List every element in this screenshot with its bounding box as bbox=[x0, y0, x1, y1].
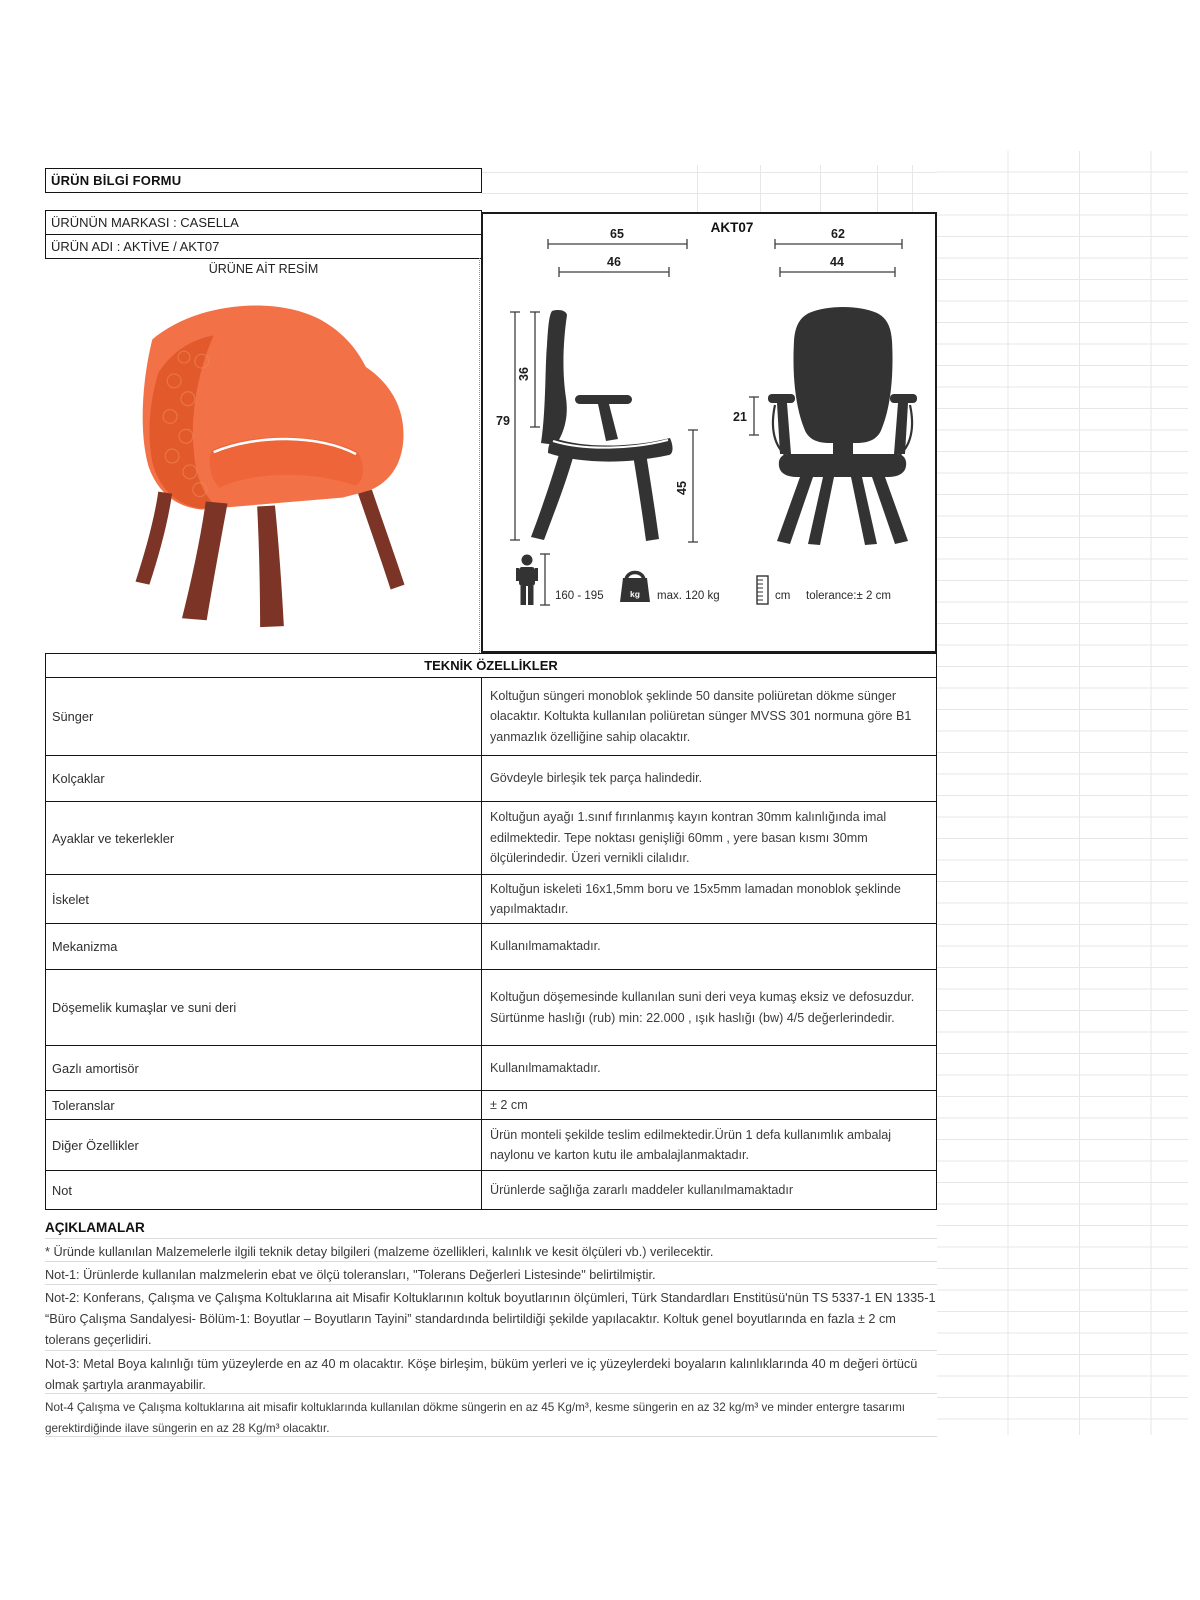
spec-label: Kolçaklar bbox=[46, 756, 482, 801]
max-weight-icon bbox=[620, 573, 650, 603]
table-row bbox=[46, 755, 936, 801]
product-photo bbox=[63, 282, 479, 642]
dim-height-arm: 21 bbox=[733, 410, 747, 424]
table-row bbox=[46, 1170, 936, 1209]
spec-value: ± 2 cm bbox=[490, 1097, 528, 1112]
spec-label: Sünger bbox=[46, 678, 482, 755]
dimension-lines-vertical bbox=[496, 312, 759, 542]
leg-front-left bbox=[182, 502, 227, 621]
column-divider-dotted bbox=[479, 258, 480, 653]
leg-front-right bbox=[257, 505, 284, 627]
gridline bbox=[912, 165, 913, 212]
gridline bbox=[760, 165, 761, 212]
note-item: * Üründe kullanılan Malzemelerle ilgili teknik detay bilgileri (malzeme özellikleri, kalınlık ve kesit ölçüleri vb.) verilecektir. bbox=[45, 1245, 714, 1259]
gridline bbox=[820, 165, 821, 212]
gridline bbox=[482, 193, 937, 194]
row-divider bbox=[45, 1436, 937, 1437]
spec-label: Ayaklar ve tekerlekler bbox=[46, 802, 482, 874]
chair-side-view-silhouette bbox=[531, 310, 673, 541]
technical-drawing bbox=[483, 214, 935, 651]
spec-table bbox=[45, 653, 937, 1210]
spec-label: Diğer Özellikler bbox=[46, 1120, 482, 1170]
row-divider bbox=[45, 1284, 937, 1285]
ruler-cm-icon bbox=[757, 576, 768, 604]
max-weight-label: max. 120 kg bbox=[657, 590, 720, 602]
notes-header: AÇIKLAMALAR bbox=[45, 1220, 145, 1235]
leg-back-right bbox=[358, 490, 404, 590]
dim-depth-total: 65 bbox=[610, 227, 624, 241]
dim-width-seat: 44 bbox=[830, 255, 844, 269]
spec-value: Koltuğun süngeri monoblok şeklinde 50 dansite poliüretan dökme sünger olacaktır. Koltukta kullanılan poliüretan sünger MVSS 301 normuna göre B1 yanmazlık özelliğine sahip olacaktır. bbox=[490, 688, 912, 744]
product-name-cell: ÜRÜN ADI : AKTİVE / AKT07 bbox=[45, 234, 482, 259]
dim-width-total: 62 bbox=[831, 227, 845, 241]
technical-drawing-cell bbox=[481, 212, 937, 653]
note-item: Not-3: Metal Boya kalınlığı tüm yüzeylerde en az 40 m olacaktır. Köşe birleşim, büküm yerleri ve iç yüzeylerdeki boyaların kalınlıklarında 40 m değeri örtücü olmak şartıyla aranmayabilir. bbox=[45, 1357, 918, 1392]
note-item: Not-1: Ürünlerde kullanılan malzmelerin ebat ve ölçü toleransları, "Tolerans Değerleri Listesinde" belirtilmiştir. bbox=[45, 1268, 656, 1282]
table-row bbox=[46, 923, 936, 969]
table-row bbox=[46, 1045, 936, 1090]
dim-height-total: 79 bbox=[496, 414, 510, 428]
dim-height-seat: 45 bbox=[675, 481, 689, 495]
kg-icon-label: kg bbox=[630, 589, 640, 599]
spec-label: Döşemelik kumaşlar ve suni deri bbox=[46, 970, 482, 1045]
table-row bbox=[46, 801, 936, 874]
spec-value: Kullanılmamaktadır. bbox=[490, 1060, 601, 1075]
gridline bbox=[482, 172, 937, 173]
table-row bbox=[46, 969, 936, 1045]
table-row bbox=[46, 1119, 936, 1170]
leg-back-left bbox=[136, 492, 173, 585]
spec-label: Not bbox=[46, 1171, 482, 1209]
dim-height-back: 36 bbox=[517, 367, 531, 381]
brand-cell: ÜRÜNÜN MARKASI : CASELLA bbox=[45, 210, 482, 235]
spec-label: Gazlı amortisör bbox=[46, 1046, 482, 1090]
tolerance-label: tolerance:± 2 cm bbox=[806, 590, 891, 602]
dim-depth-seat: 46 bbox=[607, 255, 621, 269]
spreadsheet-grid bbox=[937, 151, 1188, 1435]
chair-legs bbox=[136, 490, 405, 627]
spec-value: Koltuğun iskeleti 16x1,5mm boru ve 15x5mm lamadan monoblok şeklinde yapılmaktadır. bbox=[490, 881, 901, 916]
note-item: Not-2: Konferans, Çalışma ve Çalışma Koltuklarına ait Misafir Koltuklarının koltuk boyutlarının ölçümleri, Türk Standardları Enstitüsü'nün TS 5337-1 EN 1335-1 “Büro Çalışma Sandalyesi- Bölüm-1: Boyutlar – Boyutların Tayini” standardında belirtildiği şekilde yapılacaktır. Koltuk genel boyutlarında en fazla ± 2 cm tolerans geçerlidiri. bbox=[45, 1291, 936, 1347]
spec-value: Koltuğun döşemesinde kullanılan suni deri veya kumaş eksiz ve defosuzdur. Sürtünme haslığı (rub) min: 22.000 , ışık haslığı (bw) 4/5 değerlerindedir. bbox=[490, 990, 915, 1025]
spec-value: Ürünlerde sağlığa zararlı maddeler kullanılmamaktadır bbox=[490, 1182, 794, 1197]
spec-value: Kullanılmamaktadır. bbox=[490, 939, 601, 954]
spec-value: Koltuğun ayağı 1.sınıf fırınlanmış kayın kontran 30mm kalınlığında imal edilmektedir. Tepe noktası genişliği 60mm , yere basan kısmı 30mm ölçülerindedir. Üzeri vernikli cilalıdır. bbox=[490, 810, 887, 866]
spec-value: Gövdeyle birleşik tek parça halindedir. bbox=[490, 771, 703, 786]
image-caption: ÜRÜNE AİT RESİM bbox=[208, 262, 319, 276]
note-item: Not-4 Çalışma ve Çalışma koltuklarına ait misafir koltuklarında kullanılan dökme süngerin en az 45 Kg/m³, kesme süngerin en az 32 kg/m³ ve minder entergre tasarımı gerektirdiğinde ilave süngerin en az 28 Kg/m³ olacaktır. bbox=[45, 1401, 906, 1435]
spec-table-header: TEKNİK ÖZELLİKLER bbox=[424, 658, 558, 673]
chair-photo-illustration bbox=[63, 282, 479, 638]
unit-label: cm bbox=[775, 590, 791, 602]
spec-label: İskelet bbox=[46, 875, 482, 923]
row-divider bbox=[45, 1238, 937, 1239]
form-title: ÜRÜN BİLGİ FORMU bbox=[45, 168, 482, 193]
row-divider bbox=[45, 1350, 937, 1351]
row-divider bbox=[45, 1393, 937, 1394]
table-row bbox=[46, 874, 936, 923]
row-divider bbox=[45, 1261, 937, 1262]
spec-value: Ürün monteli şekilde teslim edilmektedir.Ürün 1 defa kullanımlık ambalaj naylonu ve karton kutu ile ambalajlanmaktadır. bbox=[490, 1127, 892, 1162]
spec-label: Toleranslar bbox=[46, 1091, 482, 1119]
table-row bbox=[46, 677, 936, 755]
person-height-icon bbox=[516, 554, 550, 605]
spec-label: Mekanizma bbox=[46, 924, 482, 969]
user-height-range-label: 160 - 195 bbox=[555, 590, 604, 602]
gridline bbox=[697, 165, 698, 212]
gridline bbox=[877, 165, 878, 212]
model-code-label: AKT07 bbox=[710, 220, 754, 235]
chair-front-view-silhouette bbox=[768, 307, 917, 545]
table-row bbox=[46, 1090, 936, 1119]
